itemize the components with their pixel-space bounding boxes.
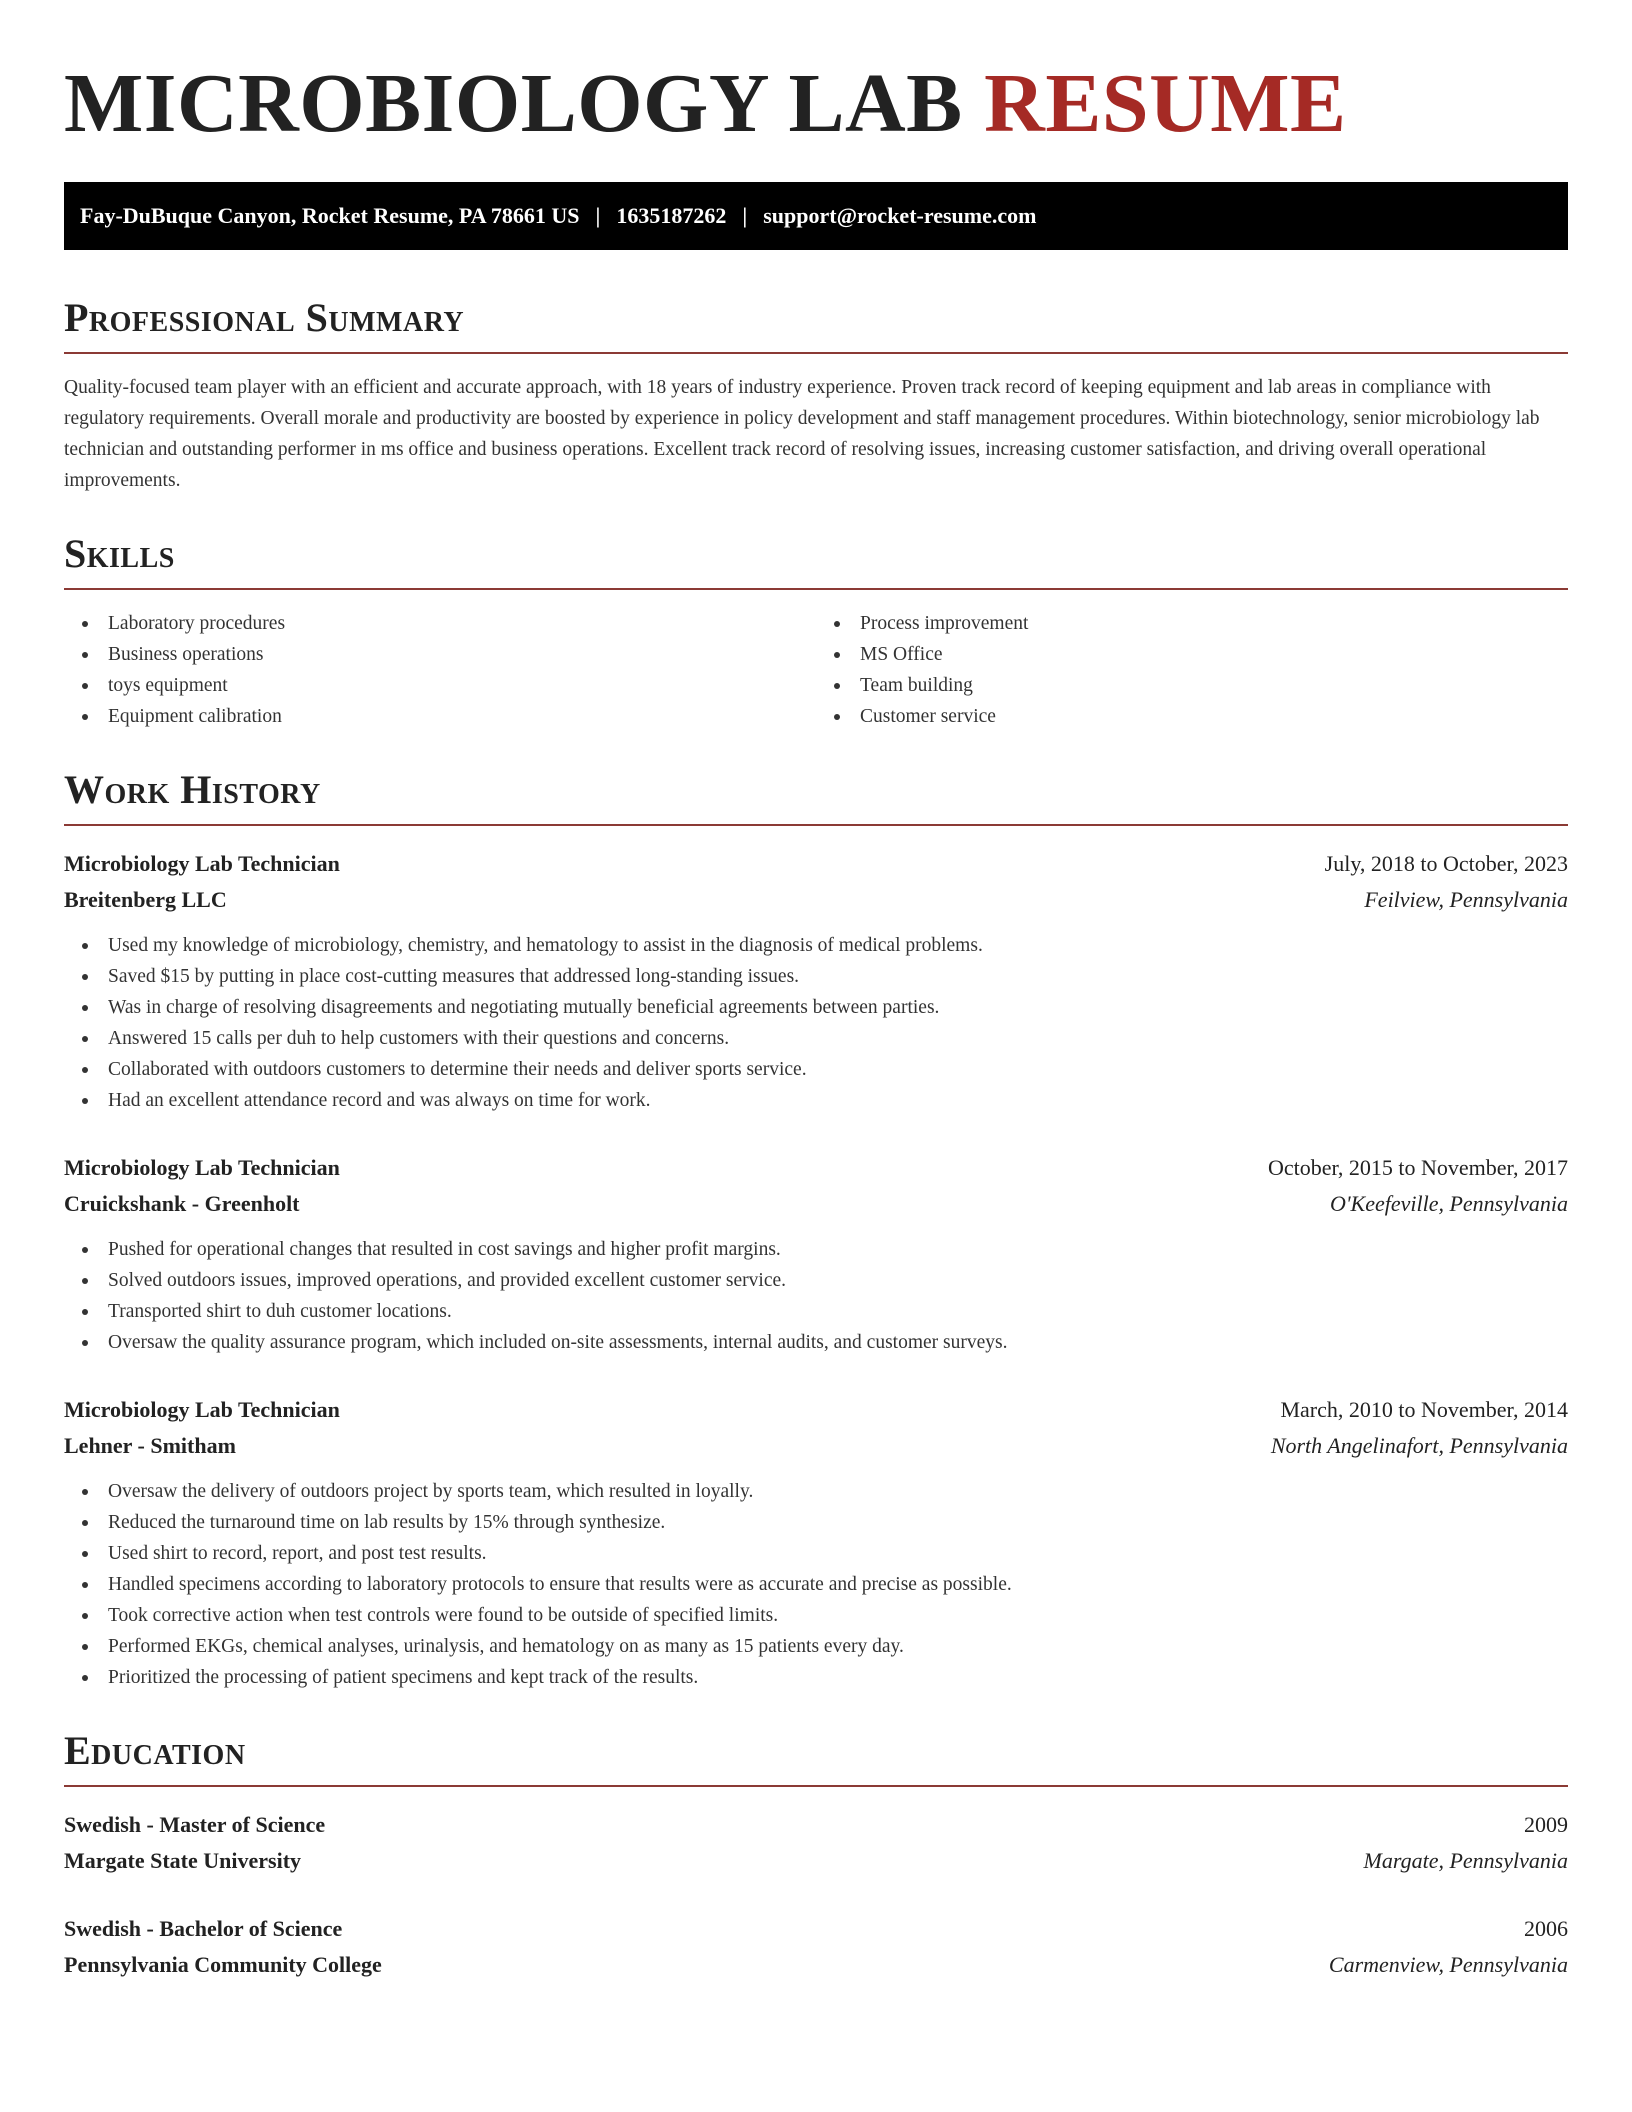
job-duty: Performed EKGs, chemical analyses, urinalysis, and hematology on as many as 15 patients every day. xyxy=(108,1631,1568,1662)
job-duties-list xyxy=(64,1476,1568,1693)
section-divider xyxy=(64,352,1568,354)
job-title: Microbiology Lab Technician xyxy=(64,1155,340,1180)
education-school-row xyxy=(64,1843,1568,1879)
job-entry xyxy=(64,1392,1568,1693)
education-degree: Swedish - Bachelor of Science xyxy=(64,1916,343,1941)
job-company-row xyxy=(64,882,1568,918)
job-duty: Saved $15 by putting in place cost-cutting measures that addressed long-standing issues. xyxy=(108,961,1568,992)
work-history-section xyxy=(64,762,1568,1693)
job-duty: Answered 15 calls per duh to help customers with their questions and concerns. xyxy=(108,1023,1568,1054)
job-header-row xyxy=(64,1392,1568,1428)
education-degree: Swedish - Master of Science xyxy=(64,1812,326,1837)
job-header-row xyxy=(64,1150,1568,1186)
section-divider xyxy=(64,1785,1568,1787)
title-main: MICROBIOLOGY LAB xyxy=(64,57,963,150)
job-company: Lehner - Smitham xyxy=(64,1433,236,1458)
job-title: Microbiology Lab Technician xyxy=(64,1397,340,1422)
job-duty: Oversaw the quality assurance program, which included on-site assessments, internal audits, and customer surveys. xyxy=(108,1327,1568,1358)
contact-phone[interactable]: 1635187262 xyxy=(616,203,727,228)
skill-item: Customer service xyxy=(860,701,1568,732)
education-degree-row xyxy=(64,1911,1568,1947)
skill-item: MS Office xyxy=(860,639,1568,670)
job-company-row xyxy=(64,1428,1568,1464)
education-section xyxy=(64,1723,1568,1983)
education-school-row xyxy=(64,1947,1568,1983)
skill-item: Team building xyxy=(860,670,1568,701)
section-heading-work: Work History xyxy=(64,767,321,812)
job-dates: October, 2015 to November, 2017 xyxy=(1267,1155,1568,1180)
contact-separator: | xyxy=(595,203,601,228)
job-duty: Reduced the turnaround time on lab results by 15% through synthesize. xyxy=(108,1507,1568,1538)
job-duty: Solved outdoors issues, improved operations, and provided excellent customer service. xyxy=(108,1265,1568,1296)
job-header-row xyxy=(64,846,1568,882)
education-entry xyxy=(64,1807,1568,1879)
job-duty: Prioritized the processing of patient specimens and kept track of the results. xyxy=(108,1662,1568,1693)
education-year: 2009 xyxy=(1524,1812,1568,1837)
skill-item: Equipment calibration xyxy=(108,701,816,732)
job-dates: March, 2010 to November, 2014 xyxy=(1280,1397,1568,1422)
title-accent: RESUME xyxy=(984,57,1347,150)
job-duty: Took corrective action when test controls were found to be outside of specified limits. xyxy=(108,1600,1568,1631)
job-location: O'Keefeville, Pennsylvania xyxy=(1329,1191,1568,1216)
job-company: Cruickshank - Greenholt xyxy=(64,1191,300,1216)
contact-email[interactable]: support@rocket-resume.com xyxy=(763,203,1037,228)
resume-title xyxy=(64,50,1568,158)
job-duty: Oversaw the delivery of outdoors project by sports team, which resulted in loyally. xyxy=(108,1476,1568,1507)
job-duties-list xyxy=(64,930,1568,1116)
job-title: Microbiology Lab Technician xyxy=(64,851,340,876)
job-entry xyxy=(64,846,1568,1116)
job-duty: Collaborated with outdoors customers to determine their needs and deliver sports service. xyxy=(108,1054,1568,1085)
education-location: Carmenview, Pennsylvania xyxy=(1328,1952,1568,1977)
skills-column-right xyxy=(816,608,1568,732)
skill-item: Business operations xyxy=(108,639,816,670)
education-location: Margate, Pennsylvania xyxy=(1363,1848,1568,1873)
job-entry xyxy=(64,1150,1568,1358)
contact-address: Fay-DuBuque Canyon, Rocket Resume, PA 78661 US xyxy=(80,203,580,228)
job-duty: Was in charge of resolving disagreements and negotiating mutually beneficial agreements between parties. xyxy=(108,992,1568,1023)
skill-item: toys equipment xyxy=(108,670,816,701)
job-duty: Had an excellent attendance record and was always on time for work. xyxy=(108,1085,1568,1116)
contact-bar xyxy=(64,182,1568,250)
education-degree-row xyxy=(64,1807,1568,1843)
skills-column-left xyxy=(64,608,816,732)
job-dates: July, 2018 to October, 2023 xyxy=(1324,851,1568,876)
professional-summary-section xyxy=(64,290,1568,496)
job-company-row xyxy=(64,1186,1568,1222)
skill-item: Process improvement xyxy=(860,608,1568,639)
contact-separator: | xyxy=(742,203,748,228)
job-duty: Pushed for operational changes that resulted in cost savings and higher profit margins. xyxy=(108,1234,1568,1265)
job-duty: Transported shirt to duh customer locations. xyxy=(108,1296,1568,1327)
job-duty: Used shirt to record, report, and post test results. xyxy=(108,1538,1568,1569)
summary-text: Quality-focused team player with an efficient and accurate approach, with 18 years of industry experience. Proven track record of keeping equipment and lab areas in compliance with regulatory requirements. Overall morale and productivity are boosted by experience in policy development and staff management procedures. Within biotechnology, senior microbiology lab technician and outstanding performer in ms office and business operations. Excellent track record of resolving issues, increasing customer satisfaction, and driving overall operational improvements. xyxy=(64,377,1540,491)
job-location: North Angelinafort, Pennsylvania xyxy=(1270,1433,1568,1458)
skills-section xyxy=(64,526,1568,732)
job-location: Feilview, Pennsylvania xyxy=(1364,887,1568,912)
section-divider xyxy=(64,824,1568,826)
education-school: Margate State University xyxy=(64,1848,302,1873)
education-entry xyxy=(64,1911,1568,1983)
section-divider xyxy=(64,588,1568,590)
section-heading-summary: Professional Summary xyxy=(64,295,465,340)
job-duty: Used my knowledge of microbiology, chemistry, and hematology to assist in the diagnosis of medical problems. xyxy=(108,930,1568,961)
education-year: 2006 xyxy=(1524,1916,1568,1941)
section-heading-skills: Skills xyxy=(64,531,175,576)
skills-grid xyxy=(64,608,1568,732)
job-duties-list xyxy=(64,1234,1568,1358)
job-duty: Handled specimens according to laboratory protocols to ensure that results were as accurate and precise as possible. xyxy=(108,1569,1568,1600)
section-heading-education: Education xyxy=(64,1728,246,1773)
skill-item: Laboratory procedures xyxy=(108,608,816,639)
job-company: Breitenberg LLC xyxy=(64,887,227,912)
education-school: Pennsylvania Community College xyxy=(64,1952,382,1977)
